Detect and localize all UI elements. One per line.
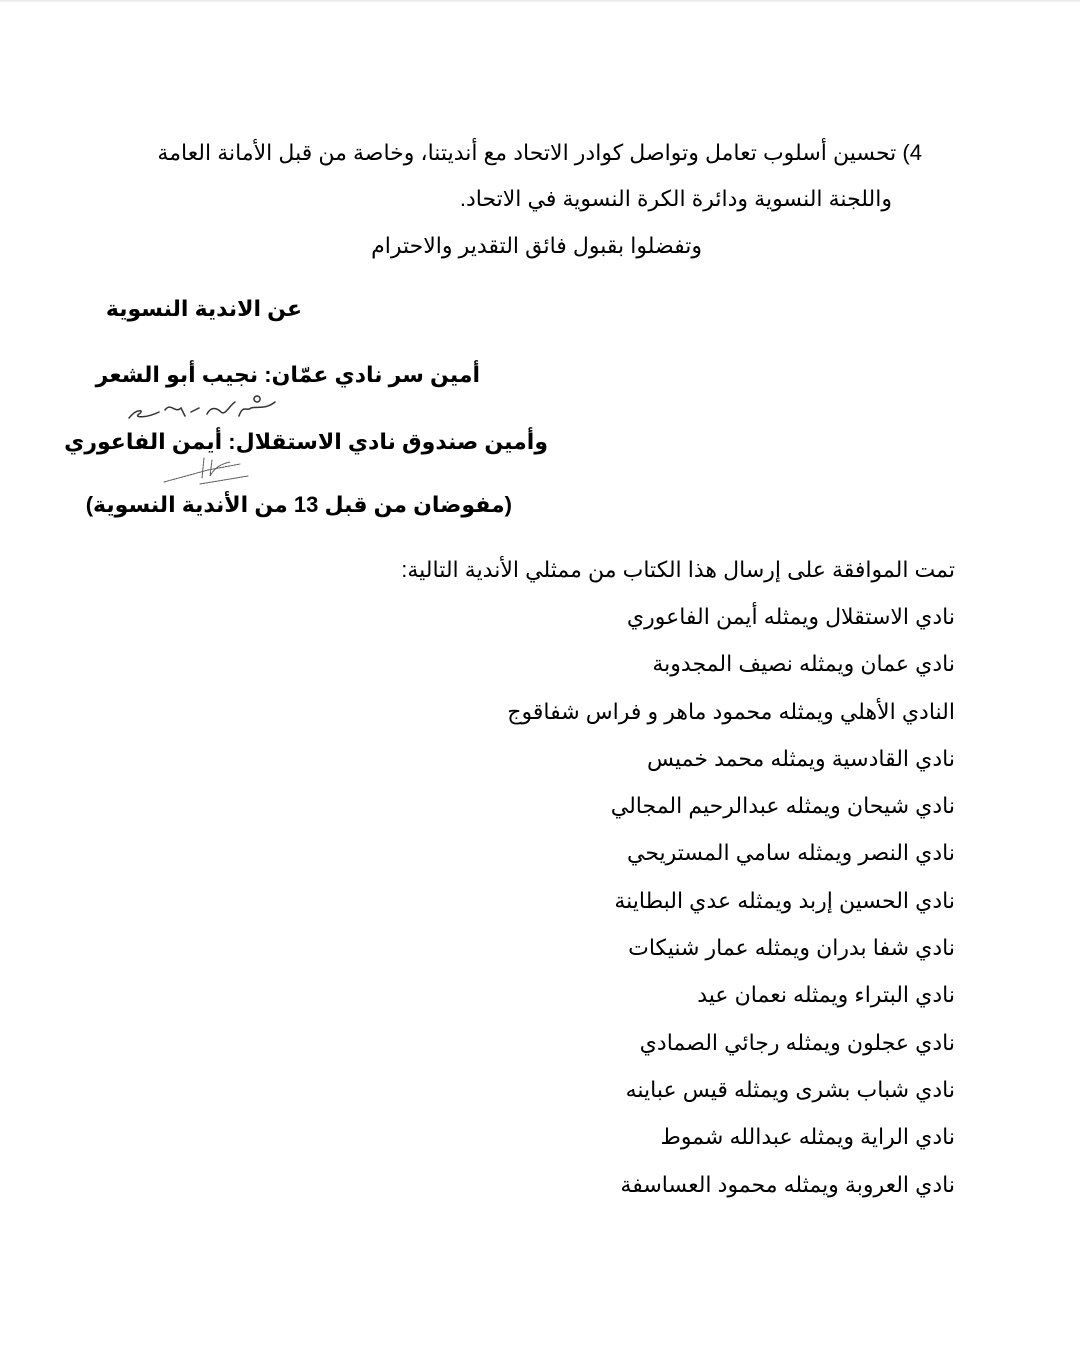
- handwritten-signature-2: [160, 454, 260, 492]
- club-list-item: نادي الحسين إربد ويمثله عدي البطاينة: [614, 887, 955, 913]
- signatory-1: أمين سر نادي عمّان: نجيب أبو الشعر: [95, 362, 480, 387]
- paragraph-item-4-line-2: واللجنة النسوية ودائرة الكرة النسوية في الاتحاد.: [459, 186, 892, 211]
- approval-intro: تمت الموافقة على إرسال هذا الكتاب من ممثلي الأندية التالية:: [401, 557, 955, 582]
- club-list-item: نادي الاستقلال ويمثله أيمن الفاعوري: [626, 604, 955, 629]
- club-list-item: النادي الأهلي ويمثله محمود ماهر و فراس شفاقوج: [507, 698, 955, 724]
- paragraph-item-4-line-1: 4) تحسين أسلوب تعامل وتواصل كوادر الاتحاد مع أنديتنا، وخاصة من قبل الأمانة العامة: [157, 140, 922, 165]
- club-list-item: نادي العروبة ويمثله محمود العساسفة: [620, 1171, 955, 1197]
- club-list-item: نادي الراية ويمثله عبدالله شموط: [660, 1124, 955, 1150]
- club-list-item: نادي شفا بدران ويمثله عمار شنيكات: [628, 935, 955, 961]
- club-list-item: نادي القادسية ويمثله محمد خميس: [646, 745, 955, 771]
- closing-salutation: وتفضلوا بقبول فائق التقدير والاحترام: [371, 233, 702, 258]
- club-list-item: نادي عجلون ويمثله رجائي الصمادي: [639, 1029, 955, 1055]
- club-list-item: نادي شيحان ويمثله عبدالرحيم المجالي: [610, 793, 955, 819]
- signatory-2: وأمين صندوق نادي الاستقلال: أيمن الفاعوري: [64, 429, 548, 454]
- on-behalf-heading: عن الاندية النسوية: [105, 296, 302, 321]
- club-representatives-list: [507, 602, 955, 1217]
- handwritten-signature-1: [125, 388, 285, 424]
- club-list-item: نادي عمان ويمثله نصيف المجدوبة: [652, 651, 955, 677]
- mandate-note: (مفوضان من قبل 13 من الأندية النسوية): [85, 492, 512, 517]
- club-list-item: نادي البتراء ويمثله نعمان عيد: [697, 982, 955, 1008]
- club-list-item: نادي النصر ويمثله سامي المستريحي: [626, 840, 955, 866]
- club-list-item: نادي شباب بشرى ويمثله قيس عباينه: [625, 1076, 955, 1102]
